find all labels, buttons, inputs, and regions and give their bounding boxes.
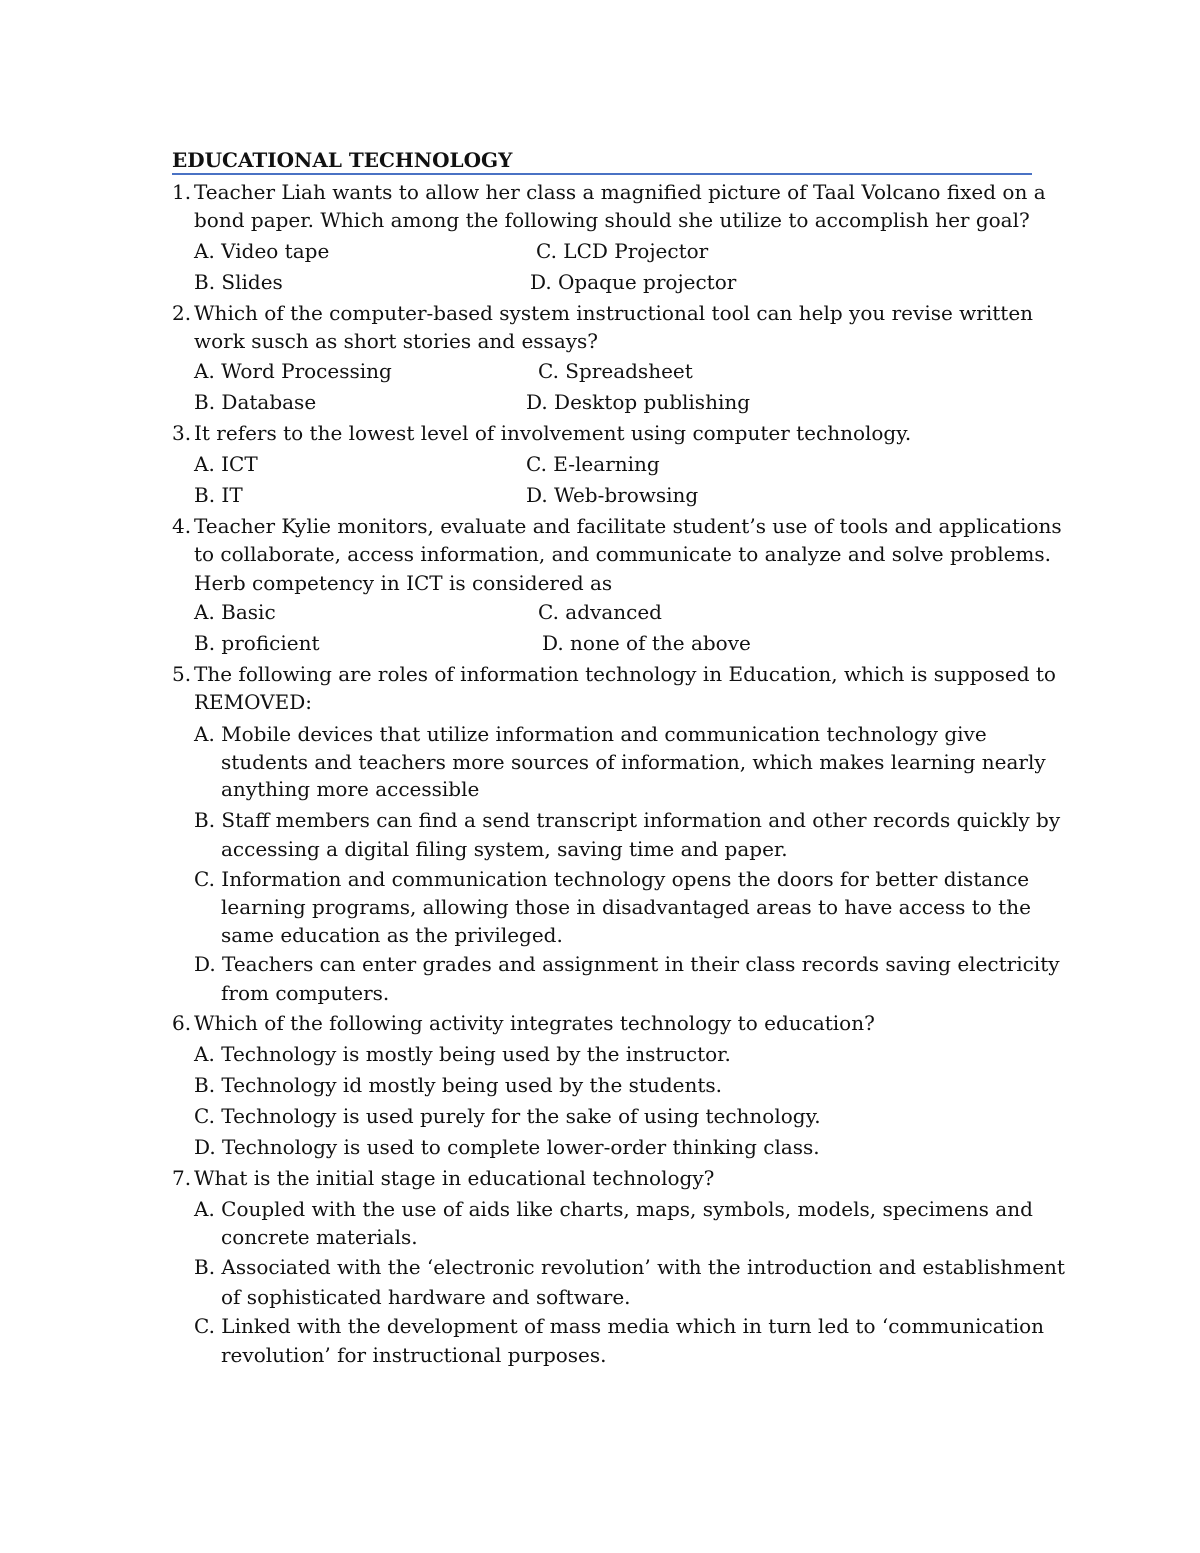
question-4-option-b: B. proficient — [194, 631, 320, 655]
question-1-option-a: A. Video tape — [194, 239, 330, 263]
question-6-number: 6. — [172, 1011, 192, 1035]
question-5-option-d-line-2: from computers. — [221, 981, 390, 1005]
question-5-option-a-line-3: anything more accessible — [221, 777, 480, 801]
question-4-stem-line-1: Teacher Kylie monitors, evaluate and facilitate student’s use of tools and applications — [194, 514, 1062, 538]
question-2-number: 2. — [172, 301, 192, 325]
question-1-number: 1. — [172, 180, 192, 204]
question-3-option-b: B. IT — [194, 483, 243, 507]
question-5-option-c-line-2: learning programs, allowing those in disadvantaged areas to have access to the — [221, 895, 1031, 919]
question-6-option-b: B. Technology id mostly being used by the students. — [194, 1073, 722, 1097]
question-5-option-a-line-1: A. Mobile devices that utilize information and communication technology give — [194, 722, 987, 746]
question-7-stem-line-1: What is the initial stage in educational technology? — [194, 1166, 715, 1190]
question-7-option-a-line-1: A. Coupled with the use of aids like charts, maps, symbols, models, specimens and — [194, 1197, 1033, 1221]
question-5-option-c-line-1: C. Information and communication technology opens the doors for better distance — [194, 867, 1030, 891]
question-7-option-b-line-1: B. Associated with the ‘electronic revolution’ with the introduction and establishment — [194, 1255, 1065, 1279]
question-2-option-c: C. Spreadsheet — [538, 359, 693, 383]
question-2-option-b: B. Database — [194, 390, 317, 414]
question-5-option-b-line-2: accessing a digital filing system, saving time and paper. — [221, 837, 788, 861]
question-4-option-a: A. Basic — [194, 600, 276, 624]
question-2-stem-line-2: work susch as short stories and essays? — [194, 329, 599, 353]
question-3-option-d: D. Web-browsing — [526, 483, 699, 507]
question-7-option-c-line-2: revolution’ for instructional purposes. — [221, 1343, 607, 1367]
question-5-option-b-line-1: B. Staff members can find a send transcript information and other records quickly by — [194, 808, 1061, 832]
question-6-option-d: D. Technology is used to complete lower-order thinking class. — [194, 1135, 820, 1159]
question-3-option-c: C. E-learning — [526, 452, 660, 476]
question-1-option-b: B. Slides — [194, 270, 283, 294]
question-7-option-b-line-2: of sophisticated hardware and software. — [221, 1285, 631, 1309]
question-1-option-c: C. LCD Projector — [536, 239, 709, 263]
question-5-number: 5. — [172, 662, 192, 686]
question-5-option-d-line-1: D. Teachers can enter grades and assignment in their class records saving electricity — [194, 952, 1060, 976]
question-6-option-a: A. Technology is mostly being used by the instructor. — [194, 1042, 731, 1066]
question-7-number: 7. — [172, 1166, 192, 1190]
question-2-option-d: D. Desktop publishing — [526, 390, 751, 414]
question-1-option-d: D. Opaque projector — [530, 270, 737, 294]
question-7-option-a-line-2: concrete materials. — [221, 1225, 418, 1249]
question-6-option-c: C. Technology is used purely for the sake of using technology. — [194, 1104, 821, 1128]
question-5-option-c-line-3: same education as the privileged. — [221, 923, 563, 947]
question-3-stem-line-1: It refers to the lowest level of involvement using computer technology. — [194, 421, 912, 445]
question-4-number: 4. — [172, 514, 192, 538]
question-6-stem-line-1: Which of the following activity integrates technology to education? — [194, 1011, 875, 1035]
document-title: EDUCATIONAL TECHNOLOGY — [172, 147, 1032, 175]
question-5-option-a-line-2: students and teachers more sources of information, which makes learning nearly — [221, 750, 1046, 774]
question-5-stem-line-2: REMOVED: — [194, 690, 312, 714]
question-2-stem-line-1: Which of the computer-based system instructional tool can help you revise written — [194, 301, 1034, 325]
question-4-option-d: D. none of the above — [542, 631, 751, 655]
question-4-stem-line-3: Herb competency in ICT is considered as — [194, 571, 613, 595]
question-2-option-a: A. Word Processing — [194, 359, 392, 383]
question-3-number: 3. — [172, 421, 192, 445]
question-4-stem-line-2: to collaborate, access information, and communicate to analyze and solve problems. — [194, 542, 1052, 566]
question-1-stem-line-1: Teacher Liah wants to allow her class a magnified picture of Taal Volcano fixed on a — [194, 180, 1046, 204]
question-1-stem-line-2: bond paper. Which among the following should she utilize to accomplish her goal? — [194, 208, 1030, 232]
question-5-stem-line-1: The following are roles of information technology in Education, which is supposed to — [194, 662, 1056, 686]
question-7-option-c-line-1: C. Linked with the development of mass media which in turn led to ‘communication — [194, 1314, 1045, 1338]
question-3-option-a: A. ICT — [194, 452, 258, 476]
question-4-option-c: C. advanced — [538, 600, 662, 624]
